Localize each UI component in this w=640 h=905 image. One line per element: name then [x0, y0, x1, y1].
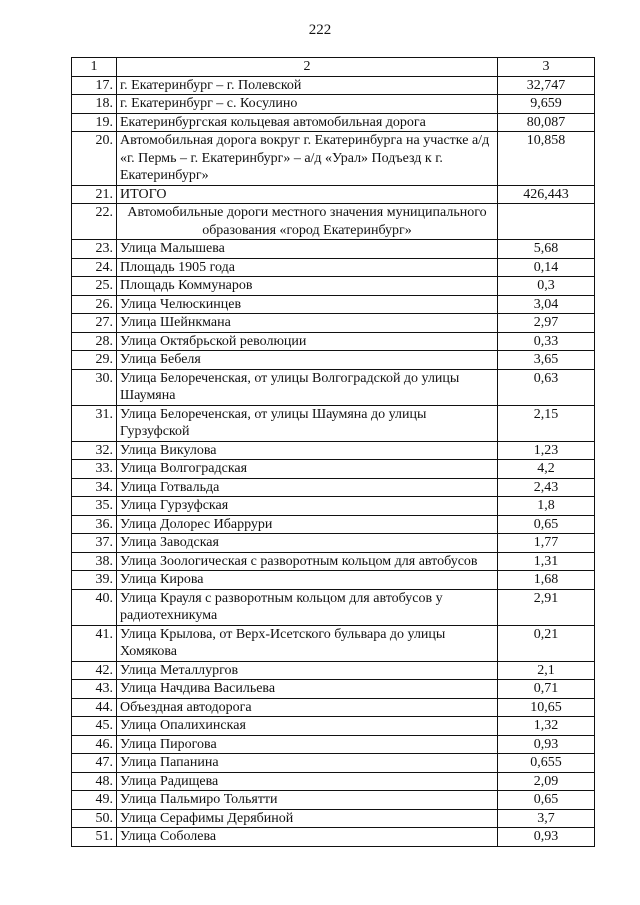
road-length: 1,68 — [498, 571, 595, 590]
table-row — [72, 661, 595, 680]
table-row — [72, 113, 595, 132]
road-name: г. Екатеринбург – с. Косулино — [117, 95, 498, 114]
row-number: 49. — [72, 791, 117, 810]
road-length: 2,91 — [498, 589, 595, 625]
row-number: 40. — [72, 589, 117, 625]
row-number: 38. — [72, 552, 117, 571]
road-length: 32,747 — [498, 76, 595, 95]
table-row — [72, 460, 595, 479]
road-name: Объездная автодорога — [117, 698, 498, 717]
table-row — [72, 351, 595, 370]
row-number: 33. — [72, 460, 117, 479]
table-row — [72, 240, 595, 259]
road-length: 4,2 — [498, 460, 595, 479]
table-row — [72, 772, 595, 791]
road-name: Улица Октябрьской революции — [117, 332, 498, 351]
road-length: 0,33 — [498, 332, 595, 351]
road-name: Улица Долорес Ибаррури — [117, 515, 498, 534]
row-number: 51. — [72, 828, 117, 847]
table-row — [72, 571, 595, 590]
row-number: 23. — [72, 240, 117, 259]
row-number: 41. — [72, 625, 117, 661]
road-length: 9,659 — [498, 95, 595, 114]
road-name: Улица Пальмиро Тольятти — [117, 791, 498, 810]
table-row — [72, 625, 595, 661]
road-length: 0,93 — [498, 828, 595, 847]
road-length: 0,71 — [498, 680, 595, 699]
table-row — [72, 185, 595, 204]
row-number: 19. — [72, 113, 117, 132]
table-row — [72, 405, 595, 441]
row-number: 46. — [72, 735, 117, 754]
table-row — [72, 791, 595, 810]
table-row — [72, 478, 595, 497]
road-length: 1,32 — [498, 717, 595, 736]
road-name: Улица Белореченская, от улицы Волгоградской до улицы Шаумяна — [117, 369, 498, 405]
table-row — [72, 95, 595, 114]
table-row — [72, 132, 595, 186]
road-name: Улица Папанина — [117, 754, 498, 773]
row-number: 37. — [72, 534, 117, 553]
row-number: 35. — [72, 497, 117, 516]
road-name: Автомобильная дорога вокруг г. Екатеринбурга на участке а/д «г. Пермь – г. Екатеринбург» – а/д «Урал» Подъезд к г. Екатеринбург» — [117, 132, 498, 186]
table-row — [72, 515, 595, 534]
road-name: Улица Заводская — [117, 534, 498, 553]
table-row — [72, 497, 595, 516]
table-row — [72, 680, 595, 699]
road-length: 3,65 — [498, 351, 595, 370]
table-row — [72, 698, 595, 717]
road-name: Улица Белореченская, от улицы Шаумяна до улицы Гурзуфской — [117, 405, 498, 441]
table-row — [72, 534, 595, 553]
row-number: 25. — [72, 277, 117, 296]
table-row — [72, 717, 595, 736]
road-name: Улица Зоологическая с разворотным кольцом для автобусов — [117, 552, 498, 571]
row-number: 28. — [72, 332, 117, 351]
road-length: 10,65 — [498, 698, 595, 717]
row-number: 26. — [72, 295, 117, 314]
road-length: 3,04 — [498, 295, 595, 314]
road-name: Улица Кирова — [117, 571, 498, 590]
table-row — [72, 809, 595, 828]
road-length: 0,21 — [498, 625, 595, 661]
table-row — [72, 552, 595, 571]
road-length: 5,68 — [498, 240, 595, 259]
header-col-3: 3 — [498, 58, 595, 77]
row-number: 24. — [72, 258, 117, 277]
table-row — [72, 295, 595, 314]
road-length: 2,97 — [498, 314, 595, 333]
road-name: Улица Челюскинцев — [117, 295, 498, 314]
road-name: Екатеринбургская кольцевая автомобильная дорога — [117, 113, 498, 132]
road-length: 80,087 — [498, 113, 595, 132]
road-length: 0,655 — [498, 754, 595, 773]
table-row — [72, 258, 595, 277]
roads-table — [71, 57, 595, 847]
row-number: 18. — [72, 95, 117, 114]
table-row — [72, 589, 595, 625]
road-length: 0,63 — [498, 369, 595, 405]
road-length: 0,14 — [498, 258, 595, 277]
row-number: 42. — [72, 661, 117, 680]
row-number: 17. — [72, 76, 117, 95]
row-number: 21. — [72, 185, 117, 204]
row-number: 31. — [72, 405, 117, 441]
road-length: 1,31 — [498, 552, 595, 571]
road-name: Улица Крылова, от Верх-Исетского бульвара до улицы Хомякова — [117, 625, 498, 661]
road-name: Площадь 1905 года — [117, 258, 498, 277]
road-name: Улица Радищева — [117, 772, 498, 791]
table-row — [72, 754, 595, 773]
table-row — [72, 76, 595, 95]
row-number: 39. — [72, 571, 117, 590]
road-name: Улица Малышева — [117, 240, 498, 259]
road-name: Улица Шейнкмана — [117, 314, 498, 333]
road-name: Улица Соболева — [117, 828, 498, 847]
road-name: Улица Опалихинская — [117, 717, 498, 736]
row-number: 44. — [72, 698, 117, 717]
row-number: 48. — [72, 772, 117, 791]
road-length: 0,93 — [498, 735, 595, 754]
row-number: 29. — [72, 351, 117, 370]
road-length: 2,09 — [498, 772, 595, 791]
row-number: 22. — [72, 204, 117, 240]
table-row — [72, 314, 595, 333]
road-name: Улица Волгоградская — [117, 460, 498, 479]
road-length: 0,3 — [498, 277, 595, 296]
road-length — [498, 204, 595, 240]
table-row — [72, 277, 595, 296]
road-length: 1,77 — [498, 534, 595, 553]
road-length: 1,8 — [498, 497, 595, 516]
road-name: г. Екатеринбург – г. Полевской — [117, 76, 498, 95]
road-name: Улица Металлургов — [117, 661, 498, 680]
road-length: 0,65 — [498, 515, 595, 534]
header-col-1: 1 — [72, 58, 117, 77]
table-row — [72, 828, 595, 847]
row-number: 34. — [72, 478, 117, 497]
table-row — [72, 204, 595, 240]
road-name: Улица Гурзуфская — [117, 497, 498, 516]
row-number: 30. — [72, 369, 117, 405]
road-length: 2,15 — [498, 405, 595, 441]
row-number: 20. — [72, 132, 117, 186]
road-name: ИТОГО — [117, 185, 498, 204]
road-name: Автомобильные дороги местного значения муниципального образования «город Екатеринбург» — [117, 204, 498, 240]
table-row — [72, 332, 595, 351]
road-name: Улица Бебеля — [117, 351, 498, 370]
row-number: 43. — [72, 680, 117, 699]
row-number: 27. — [72, 314, 117, 333]
road-name: Улица Серафимы Дерябиной — [117, 809, 498, 828]
table-row — [72, 735, 595, 754]
road-length: 2,1 — [498, 661, 595, 680]
row-number: 32. — [72, 441, 117, 460]
road-name: Улица Викулова — [117, 441, 498, 460]
road-name: Улица Готвальда — [117, 478, 498, 497]
road-length: 1,23 — [498, 441, 595, 460]
road-length: 10,858 — [498, 132, 595, 186]
row-number: 50. — [72, 809, 117, 828]
road-name: Улица Крауля с разворотным кольцом для автобусов у радиотехникума — [117, 589, 498, 625]
table-row — [72, 441, 595, 460]
row-number: 36. — [72, 515, 117, 534]
row-number: 47. — [72, 754, 117, 773]
road-length: 3,7 — [498, 809, 595, 828]
road-length: 0,65 — [498, 791, 595, 810]
page-number: 222 — [308, 22, 332, 38]
road-length: 426,443 — [498, 185, 595, 204]
row-number: 45. — [72, 717, 117, 736]
road-length: 2,43 — [498, 478, 595, 497]
road-name: Площадь Коммунаров — [117, 277, 498, 296]
header-col-2: 2 — [117, 58, 498, 77]
table-row — [72, 369, 595, 405]
road-name: Улица Начдива Васильева — [117, 680, 498, 699]
table-header-row — [72, 58, 595, 77]
road-name: Улица Пирогова — [117, 735, 498, 754]
